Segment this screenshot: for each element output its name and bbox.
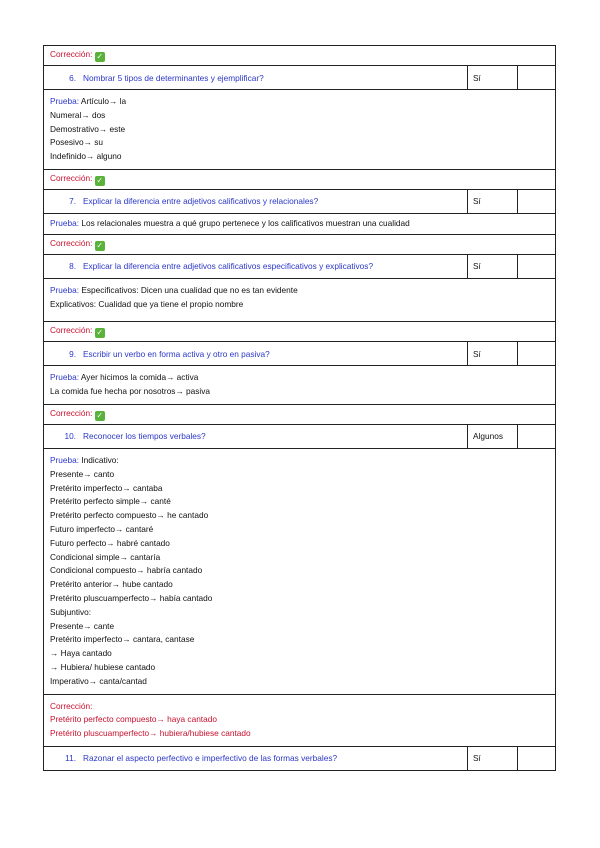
answer-cell: Sí	[468, 746, 518, 770]
empty-cell	[518, 189, 556, 213]
evidence-line: Futuro imperfecto→ cantaré	[50, 523, 154, 534]
evidence-line: Explicativos: Cualidad que ya tiene el propio nombre	[50, 298, 244, 309]
evidence-line: Presente→ cante	[50, 620, 115, 631]
empty-cell	[518, 746, 556, 770]
correction-line: Pretérito pluscuamperfecto→ hubiera/hubiese cantado	[50, 728, 251, 739]
question-row	[44, 424, 556, 448]
check-icon: ✓	[96, 240, 104, 250]
evidence-line: Pretérito anterior→ hube cantado	[50, 579, 173, 590]
evidence-line: Pretérito imperfecto→ cantara, cantase	[50, 634, 195, 645]
correction-label: Corrección:	[50, 407, 93, 418]
question-row	[44, 66, 556, 90]
answer-cell: Algunos	[468, 424, 518, 448]
empty-cell	[518, 254, 556, 278]
question-number: 7.	[69, 196, 76, 207]
check-icon: ✓	[96, 410, 104, 420]
question-number: 6.	[69, 72, 76, 83]
evidence-line: Indicativo:	[81, 454, 119, 465]
evidence-line: Ayer hicimos la comida→ activa	[80, 372, 199, 383]
answer-cell: Sí	[468, 342, 518, 366]
evidence-row	[44, 448, 556, 694]
evidence-row	[44, 90, 556, 170]
correction-row	[44, 46, 556, 66]
evidence-row	[44, 213, 556, 234]
question-row	[44, 254, 556, 278]
correction-label: Corrección:	[50, 49, 93, 59]
correction-row	[44, 234, 556, 254]
check-icon: ✓	[96, 175, 104, 185]
evidence-label: Prueba:	[50, 284, 80, 295]
question-text: Razonar el aspecto perfectivo e imperfectivo de las formas verbales?	[83, 753, 338, 764]
question-row	[44, 746, 556, 770]
check-icon: ✓	[96, 52, 104, 61]
empty-cell	[518, 66, 556, 90]
evidence-line: Condicional compuesto→ habría cantado	[50, 565, 203, 576]
evidence-line: Artículo→ la	[80, 96, 127, 106]
correction-line: Pretérito perfecto compuesto→ haya cantado	[50, 714, 217, 725]
correction-label: Corrección:	[50, 700, 93, 711]
correction-label: Corrección:	[50, 325, 93, 336]
question-text: Explicar la diferencia entre adjetivos calificativos especificativos y explicativos?	[83, 261, 374, 272]
correction-detail-row	[44, 694, 556, 746]
evidence-line: Numeral→ dos	[50, 109, 106, 120]
evidence-line: → Haya cantado	[50, 648, 112, 659]
correction-row	[44, 322, 556, 342]
answer-cell: Sí	[468, 66, 518, 90]
evidence-line: Pretérito pluscuamperfecto→ había cantado	[50, 592, 213, 603]
check-icon: ✓	[96, 328, 104, 338]
answer-cell: Sí	[468, 189, 518, 213]
evidence-line: Subjuntivo:	[50, 606, 92, 617]
evidence-line: Demostrativo→ este	[50, 123, 126, 134]
empty-cell	[518, 424, 556, 448]
question-text: Escribir un verbo en forma activa y otro en pasiva?	[83, 348, 270, 359]
evidence-line: Imperativo→ canta/cantad	[50, 675, 147, 686]
evidence-row	[44, 278, 556, 322]
evidence-line: Futuro perfecto→ habré cantado	[50, 537, 170, 548]
evidence-line: Especificativos: Dicen una cualidad que no es tan evidente	[81, 284, 298, 295]
evidence-line: Pretérito perfecto simple→ canté	[50, 496, 171, 507]
evidence-line: → Hubiera/ hubiese cantado	[50, 661, 156, 672]
question-text: Reconocer los tiempos verbales?	[83, 431, 206, 442]
empty-cell	[518, 342, 556, 366]
evidence-label: Prueba:	[50, 454, 80, 465]
evidence-line: La comida fue hecha por nosotros→ pasiva	[50, 386, 211, 397]
evidence-line: Posesivo→ su	[50, 137, 104, 148]
evidence-line: Presente→ canto	[50, 468, 115, 479]
evidence-line: Condicional simple→ cantaría	[50, 551, 161, 562]
correction-label: Corrección:	[50, 172, 93, 183]
correction-row	[44, 169, 556, 189]
evidence-label: Prueba:	[50, 372, 80, 383]
evidence-line: Pretérito perfecto compuesto→ he cantado	[50, 510, 209, 521]
question-text: Nombrar 5 tipos de determinantes y ejemplificar?	[83, 72, 264, 83]
question-row	[44, 342, 556, 366]
evidence-label: Prueba:	[50, 217, 80, 228]
question-number: 11.	[65, 753, 76, 764]
evidence-line: Indefinido→ alguno	[50, 151, 122, 162]
correction-label: Corrección:	[50, 237, 93, 248]
evaluation-table	[43, 45, 556, 771]
evidence-label: Prueba:	[50, 96, 80, 106]
answer-cell: Sí	[468, 254, 518, 278]
evidence-line: Pretérito imperfecto→ cantaba	[50, 482, 163, 493]
question-number: 8.	[69, 261, 76, 272]
question-number: 10.	[64, 431, 76, 442]
correction-row	[44, 404, 556, 424]
question-row	[44, 189, 556, 213]
question-number: 9.	[69, 348, 76, 359]
evidence-row	[44, 366, 556, 405]
question-text: Explicar la diferencia entre adjetivos calificativos y relacionales?	[83, 196, 319, 207]
evidence-line: Los relacionales muestra a qué grupo pertenece y los calificativos muestran una cualidad	[81, 217, 410, 228]
